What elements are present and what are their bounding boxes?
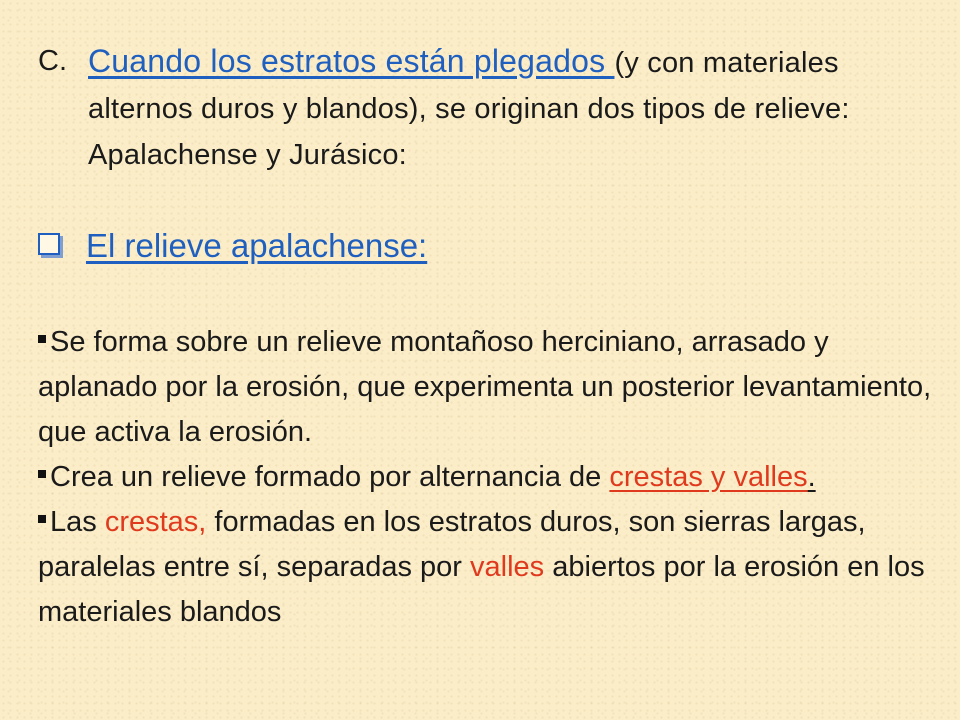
square-bullet-icon [38, 470, 46, 478]
bullet-3-part3: abiertos por la erosión en los materiales blandos [38, 551, 925, 628]
valles-highlight: valles [470, 551, 545, 583]
heading-relieve-apalachense [38, 222, 427, 270]
section-c-description: (y con materiales alternos duros y blandos), se originan dos tipos de relieve: Apalachense y Jurásico: [88, 47, 850, 171]
bullet-item-1 [38, 320, 938, 455]
bullet-3-part2: formadas en los estratos duros, son sierras largas, paralelas entre sí, separadas por [38, 506, 866, 583]
heading-link[interactable]: El relieve apalachense: [86, 227, 428, 264]
crestas-valles-link[interactable]: crestas y valles [609, 461, 808, 493]
square-bullet-icon [38, 515, 46, 523]
bullet-2-suffix: . [807, 461, 816, 493]
bullet-list [38, 320, 938, 635]
bullet-1-text: Se forma sobre un relieve montañoso herciniano, arrasado y aplanado por la erosión, que experimenta un posterior levantamiento, que activa la erosión. [38, 326, 932, 448]
section-c-title-link[interactable]: Cuando los estratos están plegados [88, 43, 615, 79]
section-c-paragraph [38, 38, 918, 178]
crestas-highlight: crestas, [104, 506, 207, 538]
bullet-item-3 [38, 500, 938, 635]
bullet-3-part1: Las [50, 506, 105, 538]
checkbox-bullet-icon [38, 233, 60, 255]
bullet-2-prefix: Crea un relieve formado por alternancia de [50, 461, 610, 493]
section-c-text [38, 38, 918, 178]
square-bullet-icon [38, 335, 46, 343]
section-label: C. [38, 45, 67, 77]
bullet-item-2 [38, 455, 938, 500]
